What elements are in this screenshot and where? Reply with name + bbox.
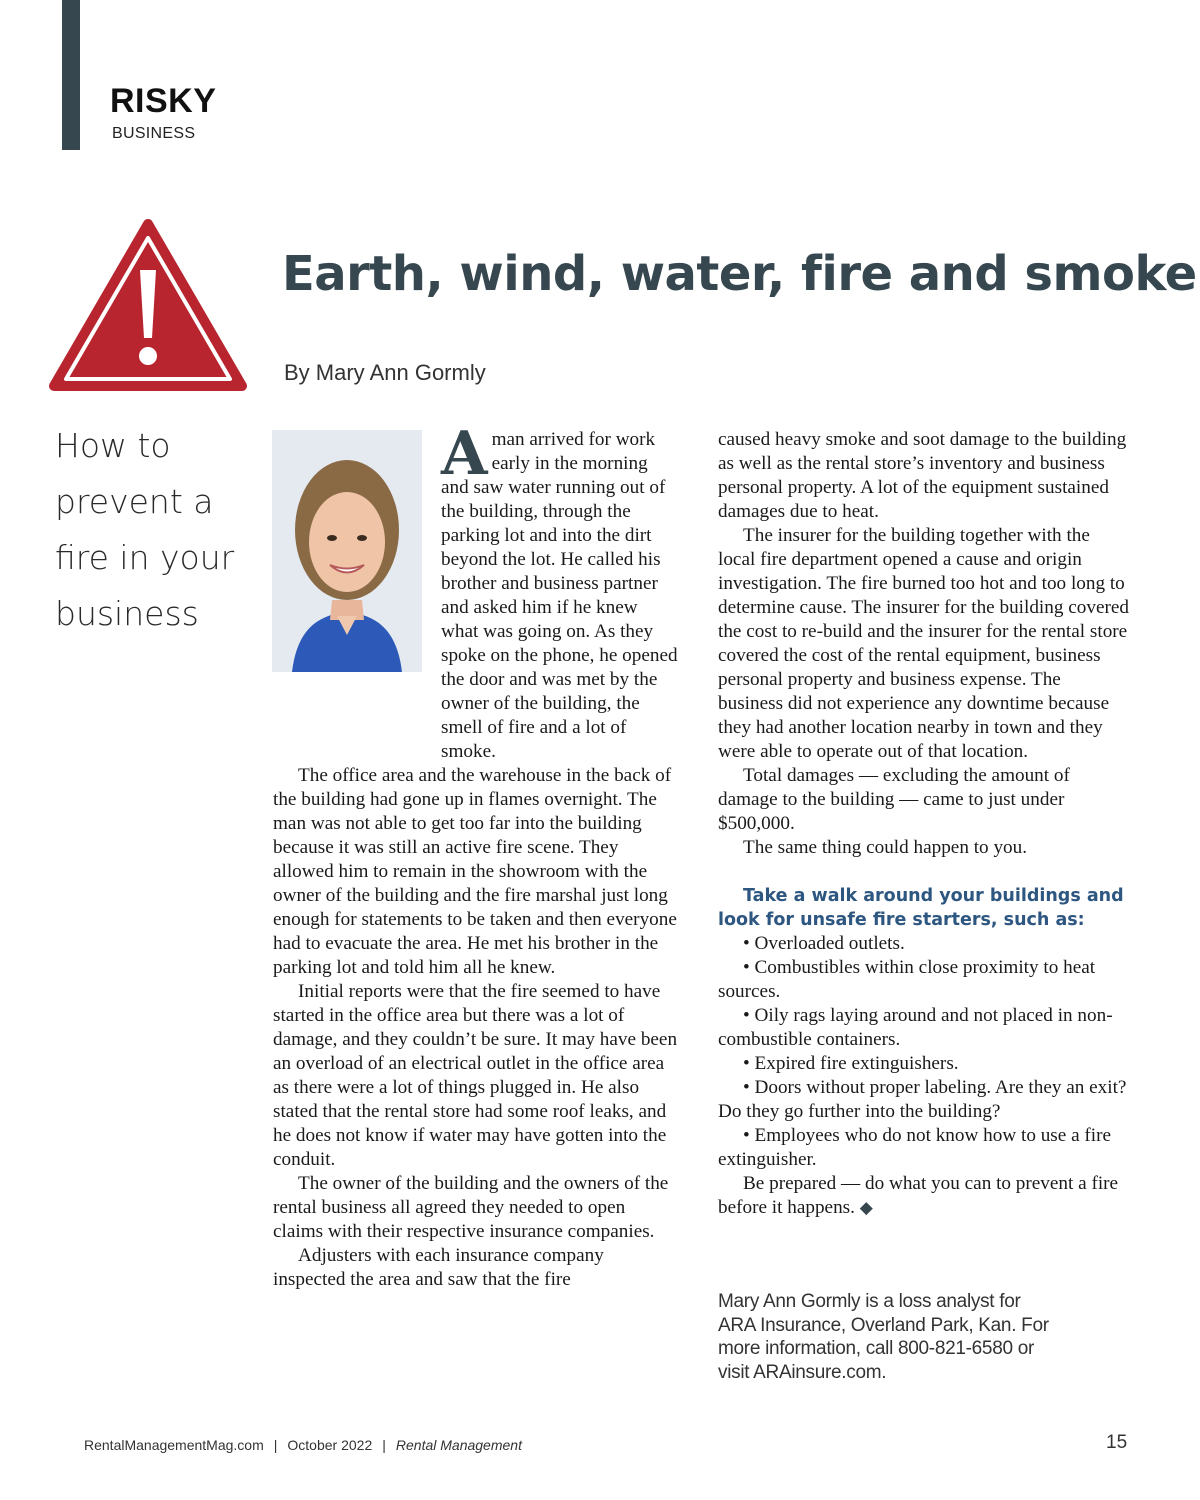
section-bar <box>62 0 80 150</box>
article-column-1 <box>273 419 678 1292</box>
paragraph: The insurer for the building together with the local fire department opened a cause and origin investigation. The fire burned too hot and too long to determine cause. The insurer for the building covered the cost to re-build and the insurer for the rental store covered the cost of the rental equipment, business personal property and business expense. The business did not experience any downtime because they had another location nearby in town and they were able to operate out of that location. <box>718 525 1129 762</box>
paragraph: The owner of the building and the owners of the rental business all agreed they needed to open claims with their respective insurance companies. <box>273 1173 669 1242</box>
paragraph: Total damages — excluding the amount of damage to the building — came to just under $500,000. <box>718 765 1070 834</box>
paragraph: Initial reports were that the fire seemed to have started in the office area but there was a lot of damage, and they couldn’t be sure. It may have been an overload of an electrical outlet in the office area as there were a lot of things plugged in. He also stated that the rental store had some roof leaks, and he does not know if water may have gotten into the conduit. <box>273 981 678 1170</box>
end-mark-icon: ◆ <box>859 1198 873 1217</box>
section-subtitle: BUSINESS <box>112 125 196 142</box>
paragraph: The office area and the warehouse in the back of the building had gone up in flames overnight. The man was not able to get too far into the building because it was still an active fire scene. They allowed him to remain in the showroom with the owner of the building and the fire marshal just long enough for statements to be taken and then everyone had to evacuate the area. He met his brother in the parking lot and told him all he knew. <box>273 765 677 978</box>
footer-site-link[interactable]: RentalManagementMag.com <box>84 1437 264 1453</box>
page-number: 15 <box>1106 1432 1128 1453</box>
page-footer <box>84 1437 522 1453</box>
bullet-item: • Doors without proper labeling. Are they an exit? Do they go further into the building? <box>718 1077 1127 1122</box>
article-headline: Earth, wind, water, fire and smoke <box>282 246 1197 302</box>
paragraph: The same thing could happen to you. <box>743 837 1028 858</box>
footer-magazine: Rental Management <box>395 1437 522 1453</box>
pull-quote: How to prevent a fire in your business <box>55 426 235 633</box>
article-byline: By Mary Ann Gormly <box>284 360 486 385</box>
paragraph: Adjusters with each insurance company inspected the area and saw that the fire <box>273 1245 604 1290</box>
closing-paragraph <box>718 1172 1130 1220</box>
section-title: RISKY <box>110 82 217 120</box>
footer-divider: | <box>273 1437 278 1453</box>
bullet-item: • Employees who do not know how to use a fire extinguisher. <box>718 1125 1112 1170</box>
author-bio: Mary Ann Gormly is a loss analyst for ARA Insurance, Overland Park, Kan. For more information, call 800-821-6580 or visit ARAinsure.com. <box>718 1291 1049 1383</box>
paragraph: caused heavy smoke and soot damage to the building as well as the rental store’s inventory and business personal property. A lot of the equipment sustained damages due to heat. <box>718 429 1127 522</box>
footer-divider: | <box>382 1437 386 1453</box>
sub-heading: Take a walk around your buildings and look for unsafe fire starters, such as: <box>718 886 1124 930</box>
footer-issue: October 2022 <box>287 1437 373 1453</box>
bullet-item: • Combustibles within close proximity to heat sources. <box>718 957 1096 1002</box>
closing-text: Be prepared — do what you can to prevent a fire before it happens. <box>718 1173 1119 1218</box>
warning-triangle-icon <box>48 218 248 394</box>
bullet-item: • Expired fire extinguishers. <box>743 1053 959 1074</box>
drop-cap: A <box>441 419 488 489</box>
bullet-item: • Oily rags laying around and not placed in non-combustible containers. <box>718 1005 1113 1050</box>
bullet-item: • Overloaded outlets. <box>743 933 905 954</box>
lead-text: man arrived for work early in the morning and saw water running out of the building, through the parking lot and into the dirt beyond the lot. He called his brother and business partner and asked him if he knew what was going on. As they spoke on the phone, he opened the door and was met by the owner of the building, the smell of fire and a lot of smoke. <box>441 429 678 762</box>
lead-paragraph <box>273 419 678 764</box>
article-column-2 <box>718 428 1130 1220</box>
